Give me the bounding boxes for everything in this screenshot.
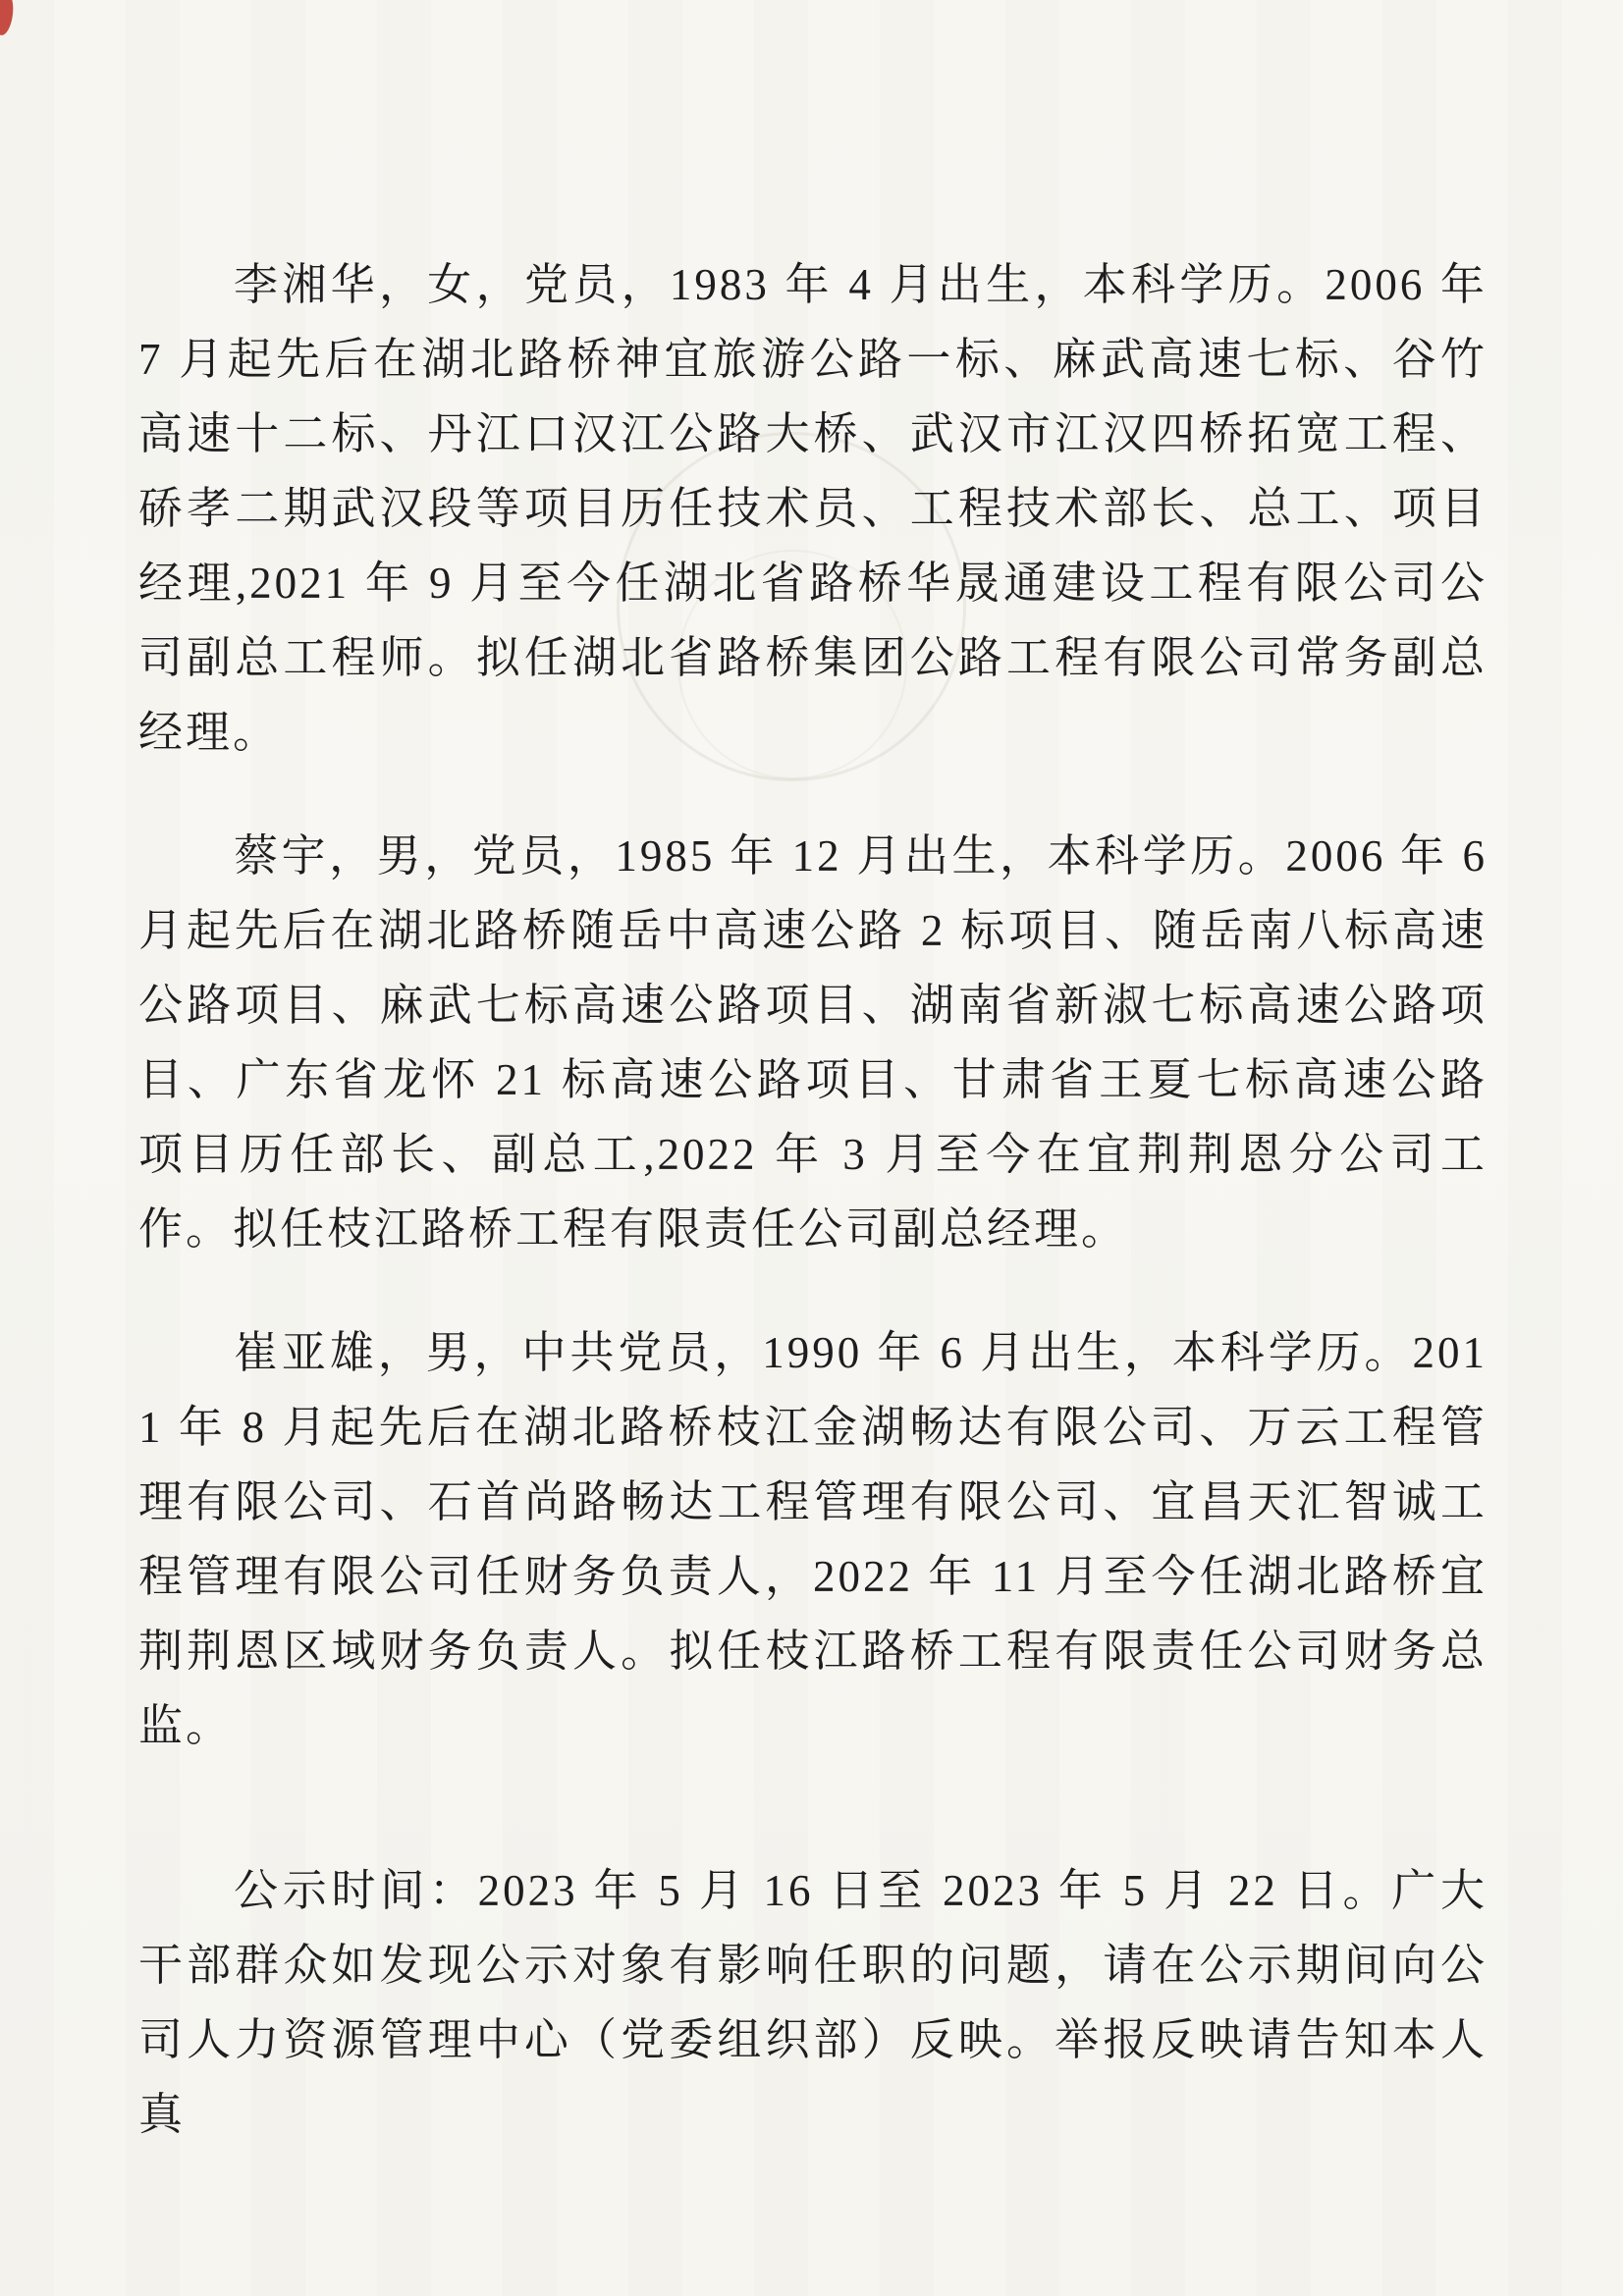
paragraph-li-xianghua: 李湘华，女，党员，1983 年 4 月出生，本科学历。2006 年 7 月起先后在湖北路桥神宜旅游公路一标、麻武高速七标、谷竹高速十二标、丹江口汉江公路大桥、武汉市江汉四桥拓宽工程、硚孝二期武汉段等项目历任技术员、工程技术部长、总工、项目经理,2021 年 9 月至今任湖北省路桥华晟通建设工程有限公司公司副总工程师。拟任湖北省路桥集团公路工程有限公司常务副总经理。 — [138, 260, 1488, 757]
paragraph-gongshi-shijian: 公示时间：2023 年 5 月 16 日至 2023 年 5 月 22 日。广大干部群众如发现公示对象有影响任职的问题，请在公示期间向公司人力资源管理中心（党委组织部）反映。举报反映请告知本人真 — [138, 1866, 1488, 2139]
paragraph-cai-yu: 蔡宇，男，党员，1985 年 12 月出生，本科学历。2006 年 6 月起先后在湖北路桥随岳中高速公路 2 标项目、随岳南八标高速公路项目、麻武七标高速公路项目、湖南省新淑七标高速公路项目、广东省龙怀 21 标高速公路项目、甘肃省王夏七标高速公路项目历任部长、副总工,2022 年 3 月至今在宜荆荆恩分公司工作。拟任枝江路桥工程有限责任公司副总经理。 — [138, 831, 1488, 1254]
paragraph-cui-yaxiong: 崔亚雄，男，中共党员，1990 年 6 月出生，本科学历。2011 年 8 月起先后在湖北路桥枝江金湖畅达有限公司、万云工程管理有限公司、石首尚路畅达工程管理有限公司、宜昌天汇智诚工程管理有限公司任财务负责人，2022 年 11 月至今任湖北路桥宜荆荆恩区域财务负责人。拟任枝江路桥工程有限责任公司财务总监。 — [138, 1328, 1488, 1750]
scan-artifact-red-mark — [0, 0, 16, 36]
document-body — [138, 247, 1488, 2201]
